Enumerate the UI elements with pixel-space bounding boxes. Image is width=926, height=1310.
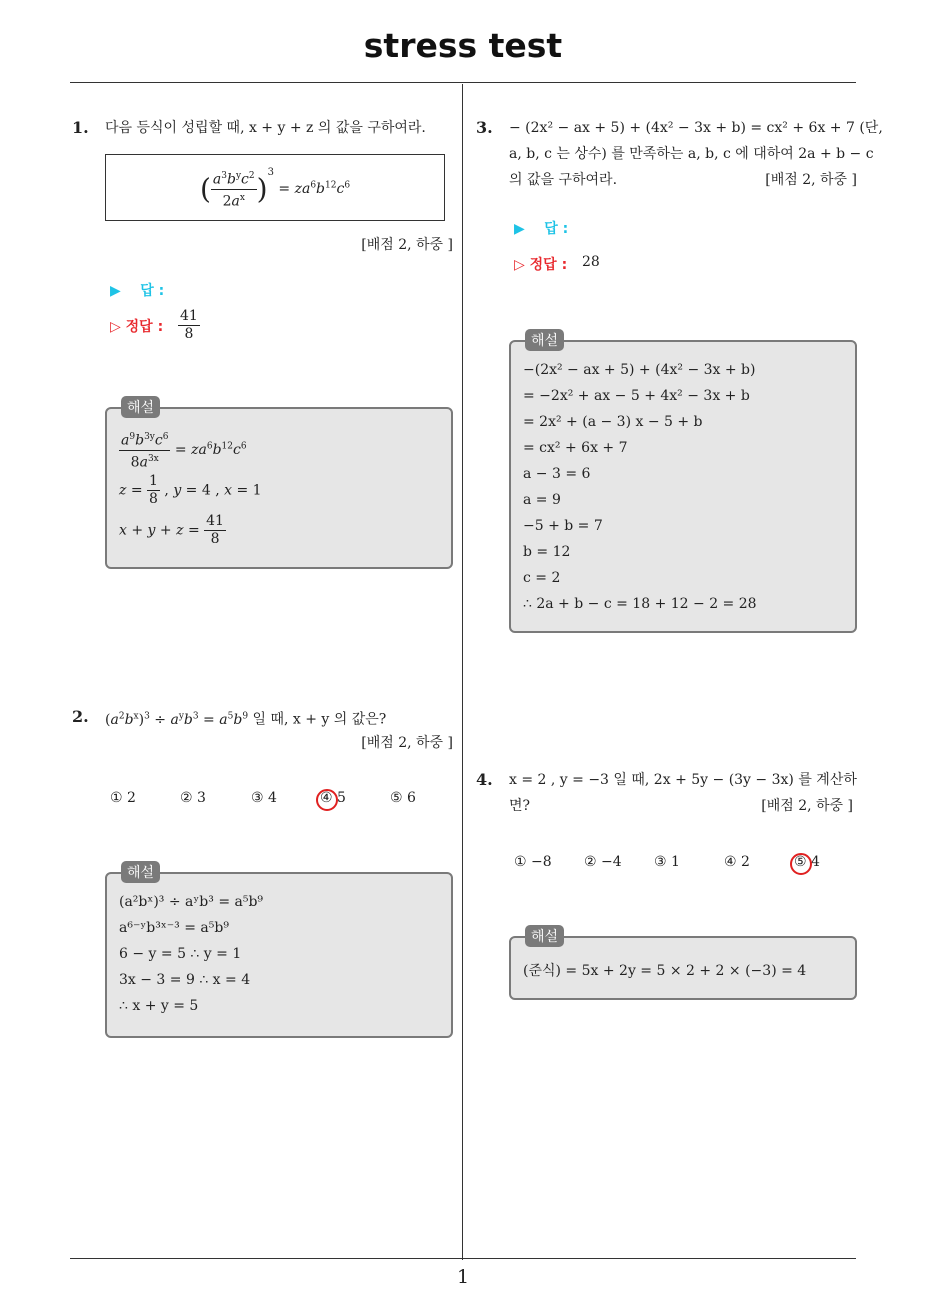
- question-1-correct-value: $\frac{41}{8}$: [180, 308, 198, 342]
- question-2-explanation-line-5: ∴ x + y = 5: [119, 998, 199, 1014]
- question-3-explanation-line-4: = cx² + 6x + 7: [523, 440, 628, 456]
- question-2-equation: $(a^2b^x)^3 \div a^yb^3 = a^5b^9$: [105, 711, 249, 728]
- question-3-explanation-line-7: −5 + b = 7: [523, 518, 603, 534]
- question-4-choice-1[interactable]: ① −8: [514, 854, 552, 870]
- question-3-explanation-line-1: −(2x² − ax + 5) + (4x² − 3x + b): [523, 362, 756, 378]
- question-3-explanation-line-3: = 2x² + (a − 3) x − 5 + b: [523, 414, 703, 430]
- question-3-line-1: − (2x² − ax + 5) + (4x² − 3x + b) = cx² + 6x + 7 (단,: [509, 120, 883, 136]
- question-4-explanation: [509, 929, 857, 1000]
- page-title: stress test: [363, 26, 563, 65]
- question-4-line-2: 면?: [509, 798, 531, 814]
- question-2-choice-2[interactable]: ② 3: [180, 790, 206, 806]
- question-2-choice-5[interactable]: ⑤ 6: [390, 790, 416, 806]
- question-4-line-1: x = 2 , y = −3 일 때, 2x + 5y − (3y − 3x) 를 계산하: [509, 772, 857, 788]
- question-3-explanation-line-8: b = 12: [523, 544, 571, 560]
- question-1-answer-label: ▶ 답 :: [110, 283, 165, 299]
- question-1-formula-box: [105, 154, 445, 221]
- question-2-choice-4[interactable]: ④ 5: [320, 790, 346, 806]
- question-4-explanation-line-1: (준식) = 5x + 2y = 5 × 2 + 2 × (−3) = 4: [523, 963, 807, 979]
- question-3-line-3: 의 값을 구하여라.: [509, 172, 618, 188]
- triangle-outline-icon: ▷: [514, 257, 525, 273]
- question-3-explanation-line-6: a = 9: [523, 492, 561, 508]
- question-3-explanation-line-10: ∴ 2a + b − c = 18 + 12 − 2 = 28: [523, 596, 757, 612]
- question-2-explanation-line-3: 6 − y = 5 ∴ y = 1: [119, 946, 242, 962]
- question-3-explanation-line-5: a − 3 = 6: [523, 466, 591, 482]
- question-1-explanation: [105, 400, 453, 569]
- question-1-explanation-line-3: x + y + z = $\frac{41}{8}$: [119, 513, 224, 547]
- question-4-explanation-tag: 해설: [525, 925, 564, 947]
- question-2-text: $(a^2b^x)^3 \div a^yb^3 = a^5b^9$ 일 때, x + y 의 값은?: [105, 711, 387, 728]
- column-divider: [462, 84, 463, 1260]
- question-3-explanation-line-9: c = 2: [523, 570, 561, 586]
- question-2-selected-circle: [316, 789, 338, 811]
- question-4-number: 4.: [476, 770, 493, 789]
- question-3-correct-value: 28: [582, 254, 600, 270]
- question-1-score: [배점 2, 하중 ]: [361, 237, 453, 253]
- question-2-explanation-line-1: (a²bˣ)³ ÷ aʸb³ = a⁵b⁹: [119, 894, 264, 910]
- question-2-explanation-tag: 해설: [121, 861, 160, 883]
- question-2-choice-1[interactable]: ① 2: [110, 790, 136, 806]
- question-1-formula: ( $\frac{a^3b^yc^2}{2a^x}$ )$^3 = za^6b^{12}c^6$: [199, 167, 351, 210]
- question-2-explanation-line-4: 3x − 3 = 9 ∴ x = 4: [119, 972, 251, 988]
- question-4-selected-circle: [790, 853, 812, 875]
- question-2-explanation: [105, 865, 453, 1038]
- question-3-correct-label: ▷ 정답 :: [514, 257, 568, 273]
- question-4-choice-2[interactable]: ② −4: [584, 854, 622, 870]
- question-4-choice-5[interactable]: ⑤ 4: [794, 854, 820, 870]
- question-1-number: 1.: [72, 118, 89, 137]
- play-icon: ▶: [110, 283, 121, 299]
- question-4-choice-3[interactable]: ③ 1: [654, 854, 680, 870]
- question-2-choice-3[interactable]: ③ 4: [251, 790, 277, 806]
- header-rule: [70, 82, 856, 83]
- question-3-explanation: [509, 333, 857, 633]
- question-3-line-2: a, b, c 는 상수) 를 만족하는 a, b, c 에 대하여 2a + b − c: [509, 146, 874, 162]
- question-2-number: 2.: [72, 707, 89, 726]
- question-2-score: [배점 2, 하중 ]: [361, 735, 453, 751]
- play-icon: ▶: [514, 221, 525, 237]
- question-3-explanation-line-2: = −2x² + ax − 5 + 4x² − 3x + b: [523, 388, 750, 404]
- question-3-explanation-tag: 해설: [525, 329, 564, 351]
- page-number: 1: [456, 1266, 470, 1288]
- question-3-number: 3.: [476, 118, 493, 137]
- question-2-explanation-line-2: a⁶⁻ʸb³ˣ⁻³ = a⁵b⁹: [119, 920, 229, 936]
- question-3-score: [배점 2, 하중 ]: [765, 172, 857, 188]
- question-1-text: 다음 등식이 성립할 때, x + y + z 의 값을 구하여라.: [105, 120, 426, 136]
- question-1-explanation-line-1: $\frac{a^9b^{3y}c^6}{8a^{3x}}$ = $za^6b^{12}c^6$: [119, 429, 247, 471]
- question-3-answer-label: ▶ 답 :: [514, 221, 569, 237]
- triangle-outline-icon: ▷: [110, 319, 121, 335]
- question-4-choice-4[interactable]: ④ 2: [724, 854, 750, 870]
- footer-rule: [70, 1258, 856, 1259]
- question-1-explanation-line-2: z = $\frac{1}{8}$ , y = 4 , x = 1: [119, 473, 262, 507]
- question-1-correct-label: ▷ 정답 :: [110, 319, 164, 335]
- question-4-score: [배점 2, 하중 ]: [761, 798, 853, 814]
- question-1-explanation-tag: 해설: [121, 396, 160, 418]
